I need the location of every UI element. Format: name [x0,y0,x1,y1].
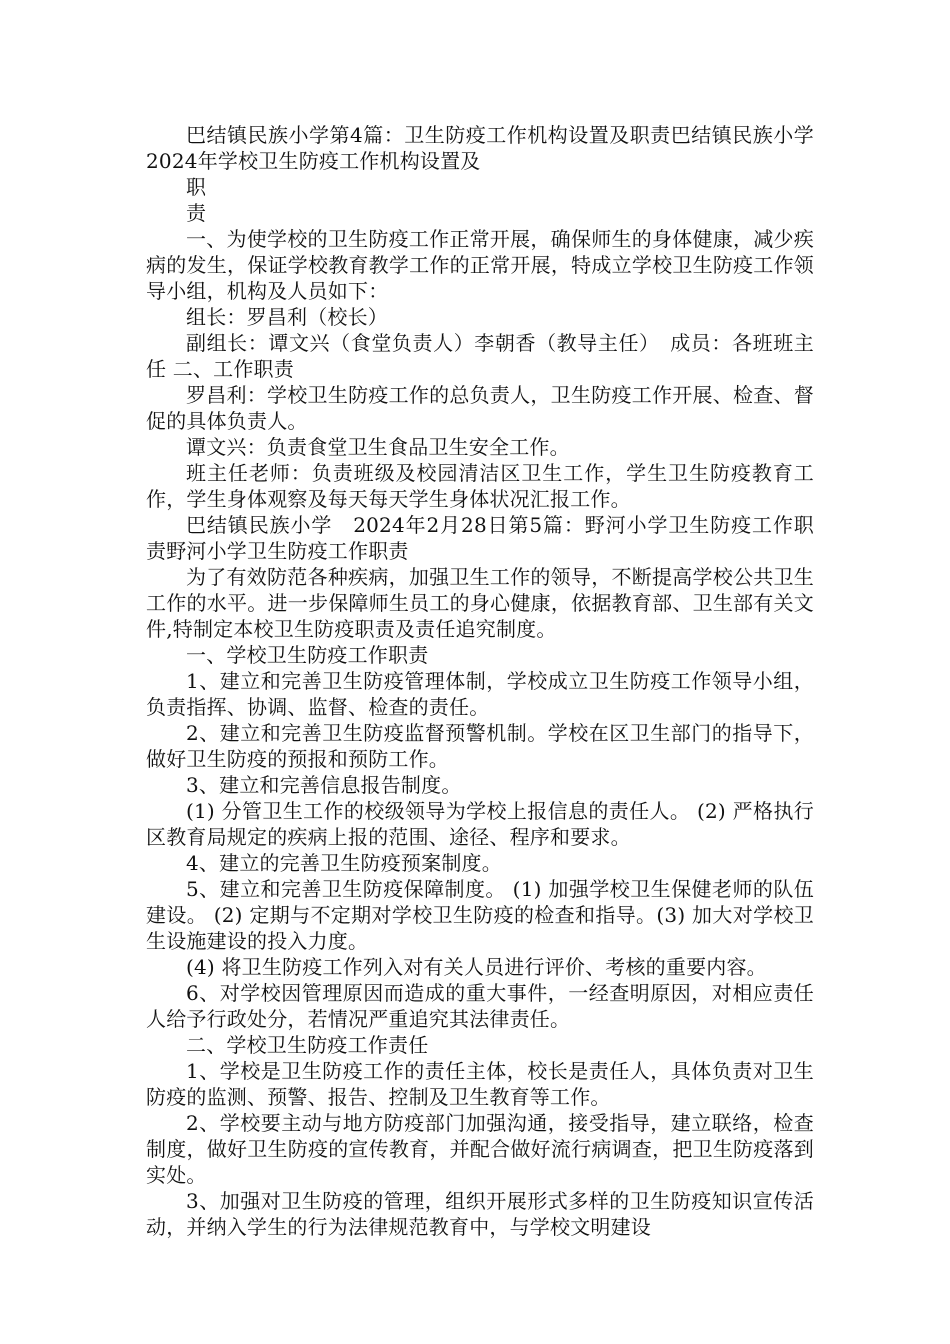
paragraph-1: 巴结镇民族小学第4篇：卫生防疫工作机构设置及职责巴结镇民族小学2024年学校卫生防疫工作机构设置及 [146,123,814,173]
paragraph-14: 2、建立和完善卫生防疫监督预警机制。学校在区卫生部门的指导下，做好卫生防疫的预报和预防工作。 [146,721,814,771]
paragraph-24: 3、加强对卫生防疫的管理，组织开展形式多样的卫生防疫知识宣传活动，并纳入学生的行为法律规范教育中，与学校文明建设 [146,1189,814,1239]
paragraph-2: 职 [186,175,207,199]
paragraph-23: 2、学校要主动与地方防疫部门加强沟通，接受指导，建立联络，检查制度，做好卫生防疫的宣传教育，并配合做好流行病调查，把卫生防疫落到实处。 [146,1111,814,1187]
paragraph-13: 1、建立和完善卫生防疫管理体制，学校成立卫生防疫工作领导小组，负责指挥、协调、监督、检查的责任。 [146,669,814,719]
document-body [146,122,814,1240]
paragraph-11: 为了有效防范各种疾病，加强卫生工作的领导，不断提高学校公共卫生工作的水平。进一步保障师生员工的身心健康，依据教育部、卫生部有关文件,特制定本校卫生防疫职责及责任追究制度。 [146,565,814,641]
paragraph-20: 6、对学校因管理原因而造成的重大事件，一经查明原因，对相应责任人给予行政处分，若情况严重追究其法律责任。 [146,981,814,1031]
paragraph-3: 责 [186,201,207,225]
paragraph-15: 3、建立和完善信息报告制度。 [186,773,462,797]
paragraph-17: 4、建立的完善卫生防疫预案制度。 [186,851,502,875]
paragraph-7: 罗昌利：学校卫生防疫工作的总负责人，卫生防疫工作开展、检查、督促的具体负责人。 [146,383,814,433]
paragraph-16: (1) 分管卫生工作的校级领导为学校上报信息的责任人。 (2) 严格执行区教育局规定的疾病上报的范围、途径、程序和要求。 [146,799,814,849]
paragraph-10: 巴结镇民族小学 2024年2月28日第5篇：野河小学卫生防疫工作职责野河小学卫生防疫工作职责 [146,513,814,563]
paragraph-6: 副组长：谭文兴（食堂负责人）李朝香（教导主任） 成员：各班班主任 二、工作职责 [146,331,814,381]
paragraph-22: 1、学校是卫生防疫工作的责任主体，校长是责任人，具体负责对卫生防疫的监测、预警、报告、控制及卫生教育等工作。 [146,1059,814,1109]
paragraph-5: 组长：罗昌利（校长） [186,305,388,329]
paragraph-4: 一、为使学校的卫生防疫工作正常开展，确保师生的身体健康，减少疾病的发生，保证学校教育教学工作的正常开展，特成立学校卫生防疫工作领导小组，机构及人员如下： [146,227,814,303]
paragraph-9: 班主任老师：负责班级及校园清洁区卫生工作，学生卫生防疫教育工作，学生身体观察及每天每天学生身体状况汇报工作。 [146,461,814,511]
paragraph-21: 二、学校卫生防疫工作责任 [186,1033,429,1057]
paragraph-18: 5、建立和完善卫生防疫保障制度。 (1) 加强学校卫生保健老师的队伍建设。 (2) 定期与不定期对学校卫生防疫的检查和指导。(3) 加大对学校卫生设施建设的投入力度。 [146,877,814,953]
paragraph-12: 一、学校卫生防疫工作职责 [186,643,429,667]
paragraph-8: 谭文兴：负责食堂卫生食品卫生安全工作。 [186,435,570,459]
paragraph-19: (4) 将卫生防疫工作列入对有关人员进行评价、考核的重要内容。 [186,955,767,979]
